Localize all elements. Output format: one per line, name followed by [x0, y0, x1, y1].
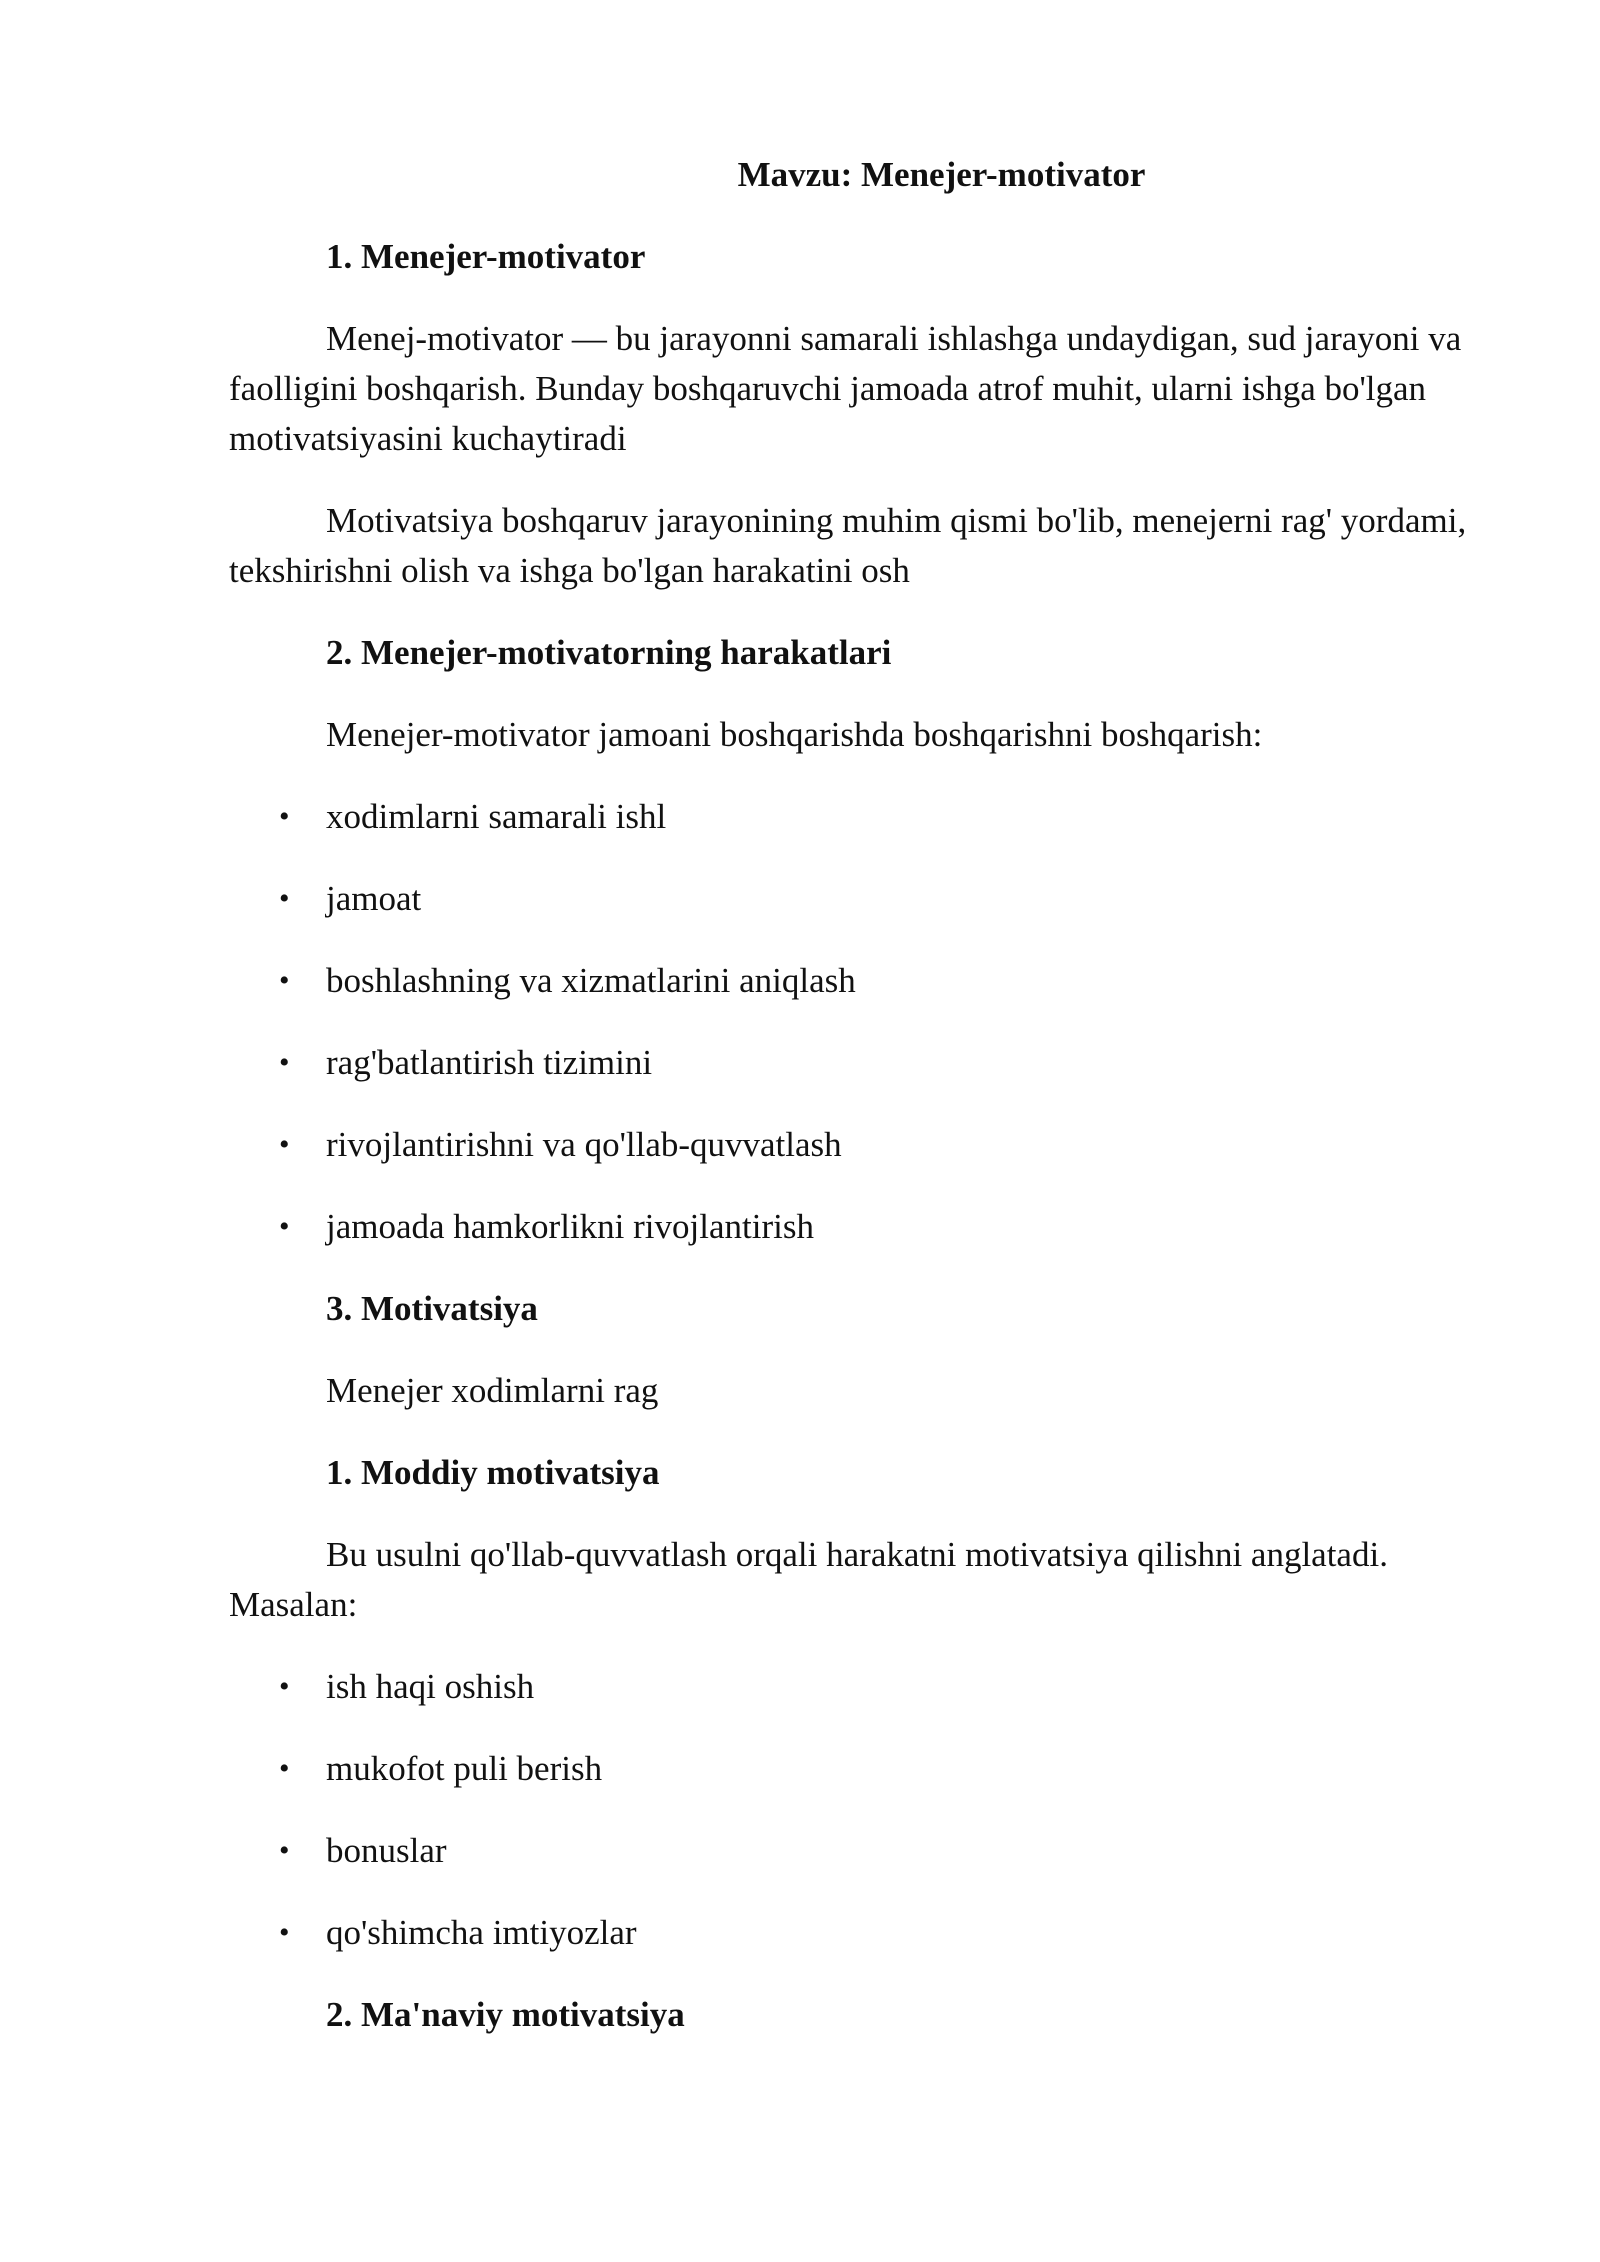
- bullet-icon: •: [279, 800, 290, 833]
- bullet-icon: •: [279, 964, 290, 997]
- list-item: [229, 1908, 1474, 1958]
- paragraph: Bu usulni qo'llab-quvvatlash orqali harakatni motivatsiya qilishni anglatadi. Masalan:: [229, 1535, 1388, 1624]
- list-item: [229, 1826, 1474, 1876]
- list-item: [229, 1662, 1474, 1712]
- bullet-icon: •: [279, 1916, 290, 1949]
- list-item-text: qo'shimcha imtiyozlar: [326, 1913, 637, 1952]
- list-item: [229, 1202, 1474, 1252]
- document-content: [229, 150, 1474, 2040]
- list-item-text: jamoada hamkorlikni rivojlantirish: [326, 1207, 814, 1246]
- list-item: [229, 1120, 1474, 1170]
- paragraph: Menejer xodimlarni rag: [326, 1371, 659, 1410]
- section-heading-1: 1. Menejer-motivator: [326, 237, 646, 276]
- list-item: [229, 792, 1474, 842]
- list-item: [229, 956, 1474, 1006]
- list-item: [229, 1038, 1474, 1088]
- list-item-text: bonuslar: [326, 1831, 447, 1870]
- section-heading-2: 2. Menejer-motivatorning harakatlari: [326, 633, 892, 672]
- paragraph: Menejer-motivator jamoani boshqarishda boshqarishni boshqarish:: [326, 715, 1263, 754]
- paragraph: Menej-motivator — bu jarayonni samarali ishlashga undaydigan, sud jarayoni va faolligini boshqarish. Bunday boshqaruvchi jamoada atrof muhit, ularni ishga bo'lgan motivatsiyasini kuchaytiradi: [229, 319, 1462, 458]
- list-item-text: jamoat: [326, 879, 422, 918]
- bullet-icon: •: [279, 1670, 290, 1703]
- bullet-icon: •: [279, 882, 290, 915]
- list-item-text: rag'batlantirish tizimini: [326, 1043, 653, 1082]
- bullet-icon: •: [279, 1752, 290, 1785]
- list-item-text: mukofot puli berish: [326, 1749, 603, 1788]
- bullet-icon: •: [279, 1834, 290, 1867]
- subsection-heading-1: 1. Moddiy motivatsiya: [326, 1453, 660, 1492]
- bullet-icon: •: [279, 1046, 290, 1079]
- bullet-icon: •: [279, 1128, 290, 1161]
- bullet-icon: •: [279, 1210, 290, 1243]
- subsection-heading-2: 2. Ma'naviy motivatsiya: [326, 1995, 685, 2034]
- bullet-list: [229, 1662, 1474, 1958]
- list-item-text: xodimlarni samarali ishl: [326, 797, 667, 836]
- list-item-text: boshlashning va xizmatlarini aniqlash: [326, 961, 856, 1000]
- paragraph: Motivatsiya boshqaruv jarayonining muhim qismi bo'lib, menejerni rag' yordami, tekshirishni olish va ishga bo'lgan harakatini osh: [229, 501, 1467, 590]
- document-title: Mavzu: Menejer-motivator: [737, 155, 1146, 194]
- list-item: [229, 1744, 1474, 1794]
- section-heading-3: 3. Motivatsiya: [326, 1289, 538, 1328]
- list-item-text: ish haqi oshish: [326, 1667, 535, 1706]
- bullet-list: [229, 792, 1474, 1252]
- list-item-text: rivojlantirishni va qo'llab-quvvatlash: [326, 1125, 842, 1164]
- list-item: [229, 874, 1474, 924]
